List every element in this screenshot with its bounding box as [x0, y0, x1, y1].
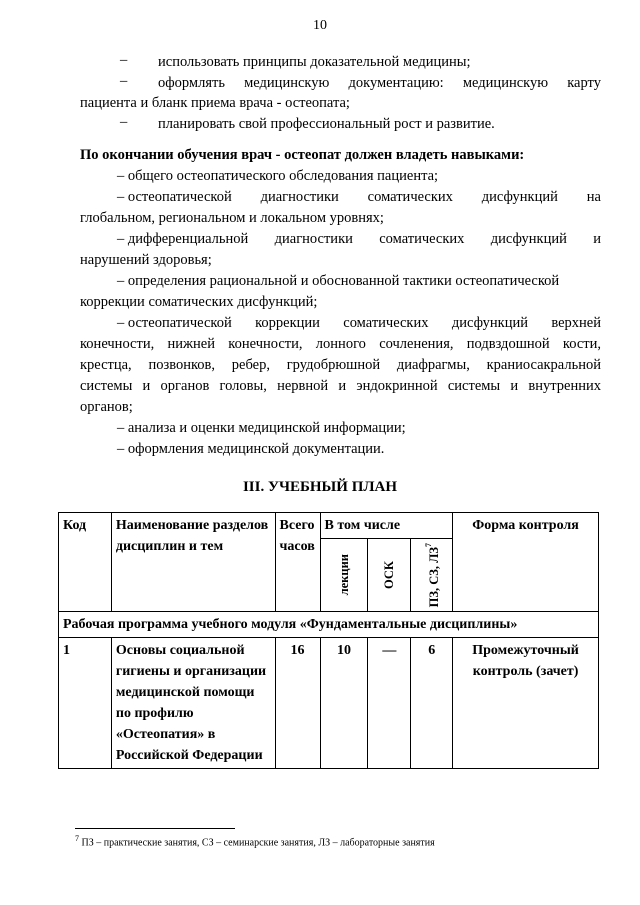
cell-name: Основы социальной гигиены и организации медицинской помощи по профилю «Остеопатия» в Российской Федерации — [111, 638, 275, 769]
header-pz: ПЗ, СЗ, $ЛЗ^7$ — [411, 539, 453, 612]
curriculum-table — [58, 512, 599, 769]
header-lectures: лекции — [320, 539, 368, 612]
list-dash: – — [120, 114, 128, 130]
section-title: III. УЧЕБНЫЙ ПЛАН — [242, 479, 398, 495]
list-item: оформлять медицинскую документацию: медицинскую карту — [158, 75, 601, 91]
list-item-continuation: пациента и бланк приема врача - остеопата; — [80, 95, 350, 111]
ability-continuation: крестца, позвонков, ребер, грудобрюшной диафрагмы, краниосакральной — [80, 357, 601, 373]
header-including: В том числе — [320, 513, 453, 539]
ability-continuation: нарушений здоровья; — [80, 252, 212, 268]
ability-item: – дифференциальной диагностики соматических дисфункций и — [117, 231, 601, 247]
module-title: Рабочая программа учебного модуля «Фундаментальные дисциплины» — [59, 612, 599, 638]
header-control: Форма контроля — [453, 513, 599, 612]
footnote: $^7$ ПЗ – практические занятия, СЗ – семинарские занятия, ЛЗ – лабораторные занятия — [75, 834, 435, 849]
list-dash: – — [120, 52, 128, 68]
ability-item: – анализа и оценки медицинской информации; — [117, 420, 406, 436]
ability-item: – общего остеопатического обследования пациента; — [117, 168, 439, 184]
header-code: Код — [59, 513, 112, 612]
footnote-divider — [75, 828, 235, 829]
cell-code: 1 — [59, 638, 112, 769]
table-header-row — [59, 513, 599, 539]
header-total: Всего часов — [275, 513, 320, 612]
ability-continuation: органов; — [80, 399, 133, 415]
cell-total: 16 — [275, 638, 320, 769]
ability-continuation: коррекции соматических дисфункций; — [80, 294, 318, 310]
cell-lectures: 10 — [320, 638, 368, 769]
abilities-heading: По окончании обучения врач - остеопат должен владеть навыками: — [80, 147, 525, 163]
list-item: использовать принципы доказательной медицины; — [158, 54, 471, 70]
page-number: 10 — [313, 18, 327, 33]
list-dash: – — [120, 73, 128, 89]
ability-continuation: конечности, нижней конечности, лонного сочленения, подвздошной кости, — [80, 336, 601, 352]
table-row — [59, 638, 599, 769]
ability-item: – остеопатической коррекции соматических дисфункций верхней — [117, 315, 601, 331]
header-osk: ОСК — [368, 539, 411, 612]
ability-item: – определения рациональной и обоснованной тактики остеопатической — [117, 273, 560, 289]
module-row — [59, 612, 599, 638]
ability-item: – остеопатической диагностики соматических дисфункций на — [117, 189, 601, 205]
cell-control: Промежуточный контроль (зачет) — [453, 638, 599, 769]
header-name: Наименование разделов дисциплин и тем — [111, 513, 275, 612]
ability-continuation: системы и органов головы, нервной и эндокринной системы и внутренних — [80, 378, 601, 394]
list-item: планировать свой профессиональный рост и развитие. — [158, 116, 495, 132]
cell-osk: — — [368, 638, 411, 769]
ability-continuation: глобальном, региональном и локальном уровнях; — [80, 210, 384, 226]
ability-item: – оформления медицинской документации. — [117, 441, 385, 457]
cell-pz: 6 — [411, 638, 453, 769]
